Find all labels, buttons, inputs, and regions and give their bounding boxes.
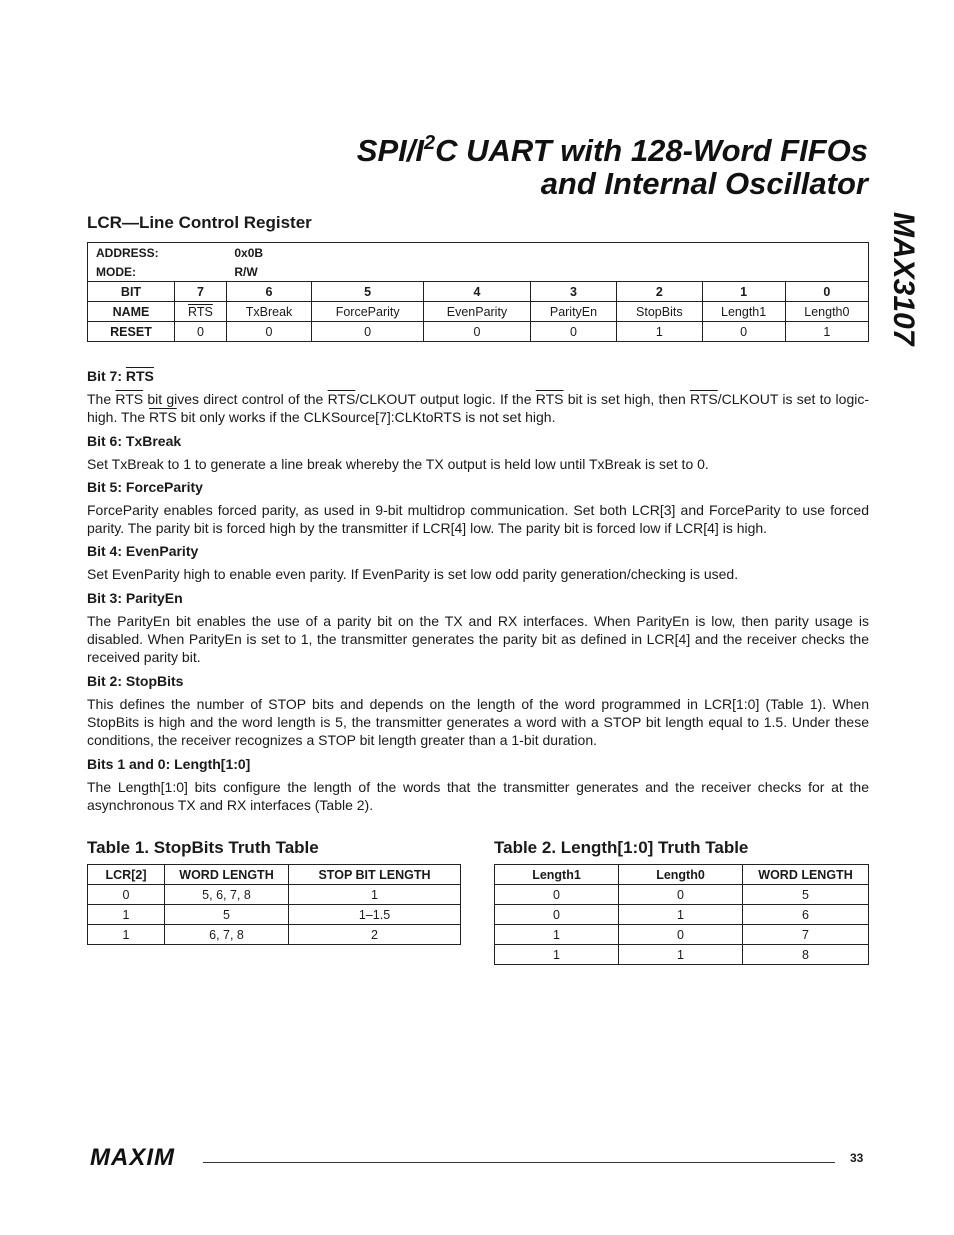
bit7-paragraph bbox=[87, 390, 869, 427]
table2-title: Table 2. Length[1:0] Truth Table bbox=[494, 838, 749, 857]
mode-value: R/W bbox=[226, 262, 868, 282]
table-cell: 1 bbox=[88, 925, 165, 945]
table-cell: 5 bbox=[743, 885, 869, 905]
bit2-heading: Bit 2: StopBits bbox=[87, 672, 184, 689]
footer-rule bbox=[203, 1162, 835, 1163]
bit7-heading-rts: RTS bbox=[125, 368, 154, 384]
text-run-overline: $\overline{RTS}$ bbox=[535, 391, 564, 407]
bit-cell: 0 bbox=[785, 282, 868, 302]
table-cell: 1 bbox=[495, 925, 619, 945]
page-number: 33 bbox=[850, 1151, 864, 1165]
bit7-heading bbox=[87, 367, 869, 385]
reset-cell: 1 bbox=[785, 322, 868, 342]
text-run: /CLKOUT output logic. If the bbox=[355, 391, 536, 407]
table1-header-row bbox=[88, 865, 461, 885]
register-heading: LCR—Line Control Register bbox=[87, 213, 312, 232]
bit7-heading-prefix: Bit 7: bbox=[87, 368, 126, 384]
address-value: 0x0B bbox=[226, 243, 868, 263]
table-row bbox=[88, 925, 461, 945]
reset-cell: 1 bbox=[617, 322, 702, 342]
reset-cell: 0 bbox=[702, 322, 785, 342]
title-line-2: and Internal Oscillator bbox=[540, 166, 868, 201]
bit6-paragraph: Set TxBreak to 1 to generate a line break whereby the TX output is held low until TxBreak is set to 0. bbox=[87, 455, 709, 472]
bit5-paragraph: ForceParity enables forced parity, as used in 9-bit multidrop communication. Set both LCR[3] and ForceParity to use forced parity. The parity bit is forced high by the transmitter if LCR[4] low. The parity bit is forced low if LCR[4] is high. bbox=[87, 501, 869, 537]
address-row bbox=[88, 243, 869, 263]
bit-row bbox=[88, 282, 869, 302]
table1 bbox=[87, 864, 461, 945]
table-cell: 6, 7, 8 bbox=[165, 925, 289, 945]
title-superscript: 2 bbox=[423, 132, 436, 154]
name-cell: Length0 bbox=[785, 302, 868, 322]
text-run: bit is set high, then bbox=[563, 391, 691, 407]
side-part-number: MAX3107 bbox=[887, 212, 920, 346]
text-run: bit only works if the CLKSource[7]:CLKtoRTS is not set high. bbox=[176, 409, 556, 426]
title-part-a: SPI/I bbox=[356, 133, 424, 168]
name-row bbox=[88, 302, 869, 322]
table2 bbox=[494, 864, 869, 965]
bit3-paragraph: The ParityEn bit enables the use of a parity bit on the TX and RX interfaces. When ParityEn is low, then parity usage is disabled. When ParityEn is set to 1, the transmitter generates the parity bit as defined in LCR[4] and the receiver checks the received parity bit. bbox=[87, 612, 869, 666]
table-cell: 5, 6, 7, 8 bbox=[165, 885, 289, 905]
table1-header: LCR[2] bbox=[88, 865, 165, 885]
name-cell: Length1 bbox=[702, 302, 785, 322]
bit6-heading: Bit 6: TxBreak bbox=[87, 432, 182, 449]
name-cell: EvenParity bbox=[424, 302, 531, 322]
table-row bbox=[495, 925, 869, 945]
table1-title: Table 1. StopBits Truth Table bbox=[87, 838, 319, 857]
name-rts: $\overline{RTS}$ bbox=[188, 304, 213, 319]
text-run: /CLKOUT is set to logic-high. The bbox=[87, 391, 870, 426]
table-cell: 1 bbox=[495, 945, 619, 965]
table-cell: 5 bbox=[165, 905, 289, 925]
bit4-heading: Bit 4: EvenParity bbox=[87, 543, 199, 560]
bit-cell: 7 bbox=[175, 282, 227, 302]
address-label: ADDRESS: bbox=[88, 243, 227, 263]
maxim-logo: MAXIM bbox=[90, 1144, 175, 1171]
table-row bbox=[88, 905, 461, 925]
document-title bbox=[357, 134, 868, 200]
table2-header: Length1 bbox=[495, 865, 619, 885]
table-cell: 0 bbox=[619, 885, 743, 905]
text-run-overline: $\overline{RTS}$ bbox=[327, 391, 356, 407]
name-cell: TxBreak bbox=[226, 302, 311, 322]
table-cell: 1 bbox=[619, 945, 743, 965]
table2-header: WORD LENGTH bbox=[743, 865, 869, 885]
bits10-paragraph: The Length[1:0] bits configure the length of the words that the transmitter generates and the receiver checks for at the asynchronous TX and RX interfaces (Table 2). bbox=[87, 778, 869, 813]
table-cell: 1 bbox=[619, 905, 743, 925]
bit-label: BIT bbox=[88, 282, 175, 302]
text-run: The bbox=[87, 391, 116, 407]
table-cell: 2 bbox=[289, 925, 461, 945]
table-cell: 0 bbox=[495, 905, 619, 925]
name-label: NAME bbox=[88, 302, 175, 322]
title-part-b: C UART with 128-Word FIFOs bbox=[435, 133, 868, 168]
reset-cell: 0 bbox=[312, 322, 424, 342]
bit5-heading: Bit 5: ForceParity bbox=[87, 478, 203, 495]
table-row bbox=[495, 905, 869, 925]
name-cell: StopBits bbox=[617, 302, 702, 322]
title-line-1 bbox=[357, 134, 868, 167]
mode-row bbox=[88, 262, 869, 282]
bit-descriptions bbox=[87, 367, 869, 819]
reset-cell: 0 bbox=[530, 322, 616, 342]
text-run-overline: $\overline{RTS}$ bbox=[149, 409, 177, 426]
reset-label: RESET bbox=[88, 322, 175, 342]
mode-label: MODE: bbox=[88, 262, 227, 282]
text-run: bit gives direct control of the bbox=[143, 391, 328, 407]
name-cell: ForceParity bbox=[312, 302, 424, 322]
table-cell: 0 bbox=[88, 885, 165, 905]
table-cell: 1 bbox=[88, 905, 165, 925]
table1-header: WORD LENGTH bbox=[165, 865, 289, 885]
table-row bbox=[88, 885, 461, 905]
table-cell: 0 bbox=[619, 925, 743, 945]
table-cell: 1 bbox=[289, 885, 461, 905]
text-run-overline: $\overline{RTS}$ bbox=[115, 391, 144, 407]
table-row bbox=[495, 945, 869, 965]
text-run-overline: $\overline{RTS}$ bbox=[690, 391, 718, 407]
name-cell: ParityEn bbox=[530, 302, 616, 322]
reset-cell: 0 bbox=[226, 322, 311, 342]
table-row bbox=[495, 885, 869, 905]
bit3-heading: Bit 3: ParityEn bbox=[87, 589, 183, 606]
table-cell: 6 bbox=[743, 905, 869, 925]
bit-cell: 4 bbox=[424, 282, 531, 302]
bit-cell: 2 bbox=[617, 282, 702, 302]
name-cell bbox=[175, 302, 227, 322]
reset-cell: 0 bbox=[424, 322, 531, 342]
table-cell: 8 bbox=[743, 945, 869, 965]
table2-header: Length0 bbox=[619, 865, 743, 885]
bit-cell: 1 bbox=[702, 282, 785, 302]
table-cell: 1–1.5 bbox=[289, 905, 461, 925]
reset-cell: 0 bbox=[175, 322, 227, 342]
bit-cell: 3 bbox=[530, 282, 616, 302]
table1-header: STOP BIT LENGTH bbox=[289, 865, 461, 885]
bits10-heading: Bits 1 and 0: Length[1:0] bbox=[87, 755, 251, 772]
table2-header-row bbox=[495, 865, 869, 885]
bit2-paragraph: This defines the number of STOP bits and depends on the length of the word programmed in LCR[1:0] (Table 1). When StopBits is high and the word length is 5, the transmitter generates a word with a STOP bit length equal to 1.5. Under these conditions, the receiver recognizes a STOP bit length greater than a 1-bit duration. bbox=[87, 695, 869, 749]
table-cell: 7 bbox=[743, 925, 869, 945]
register-table bbox=[87, 242, 869, 342]
reset-row bbox=[88, 322, 869, 342]
table-cell: 0 bbox=[495, 885, 619, 905]
bit4-paragraph: Set EvenParity high to enable even parity. If EvenParity is set low odd parity generation/checking is used. bbox=[87, 566, 739, 583]
bit-cell: 6 bbox=[226, 282, 311, 302]
bit-cell: 5 bbox=[312, 282, 424, 302]
